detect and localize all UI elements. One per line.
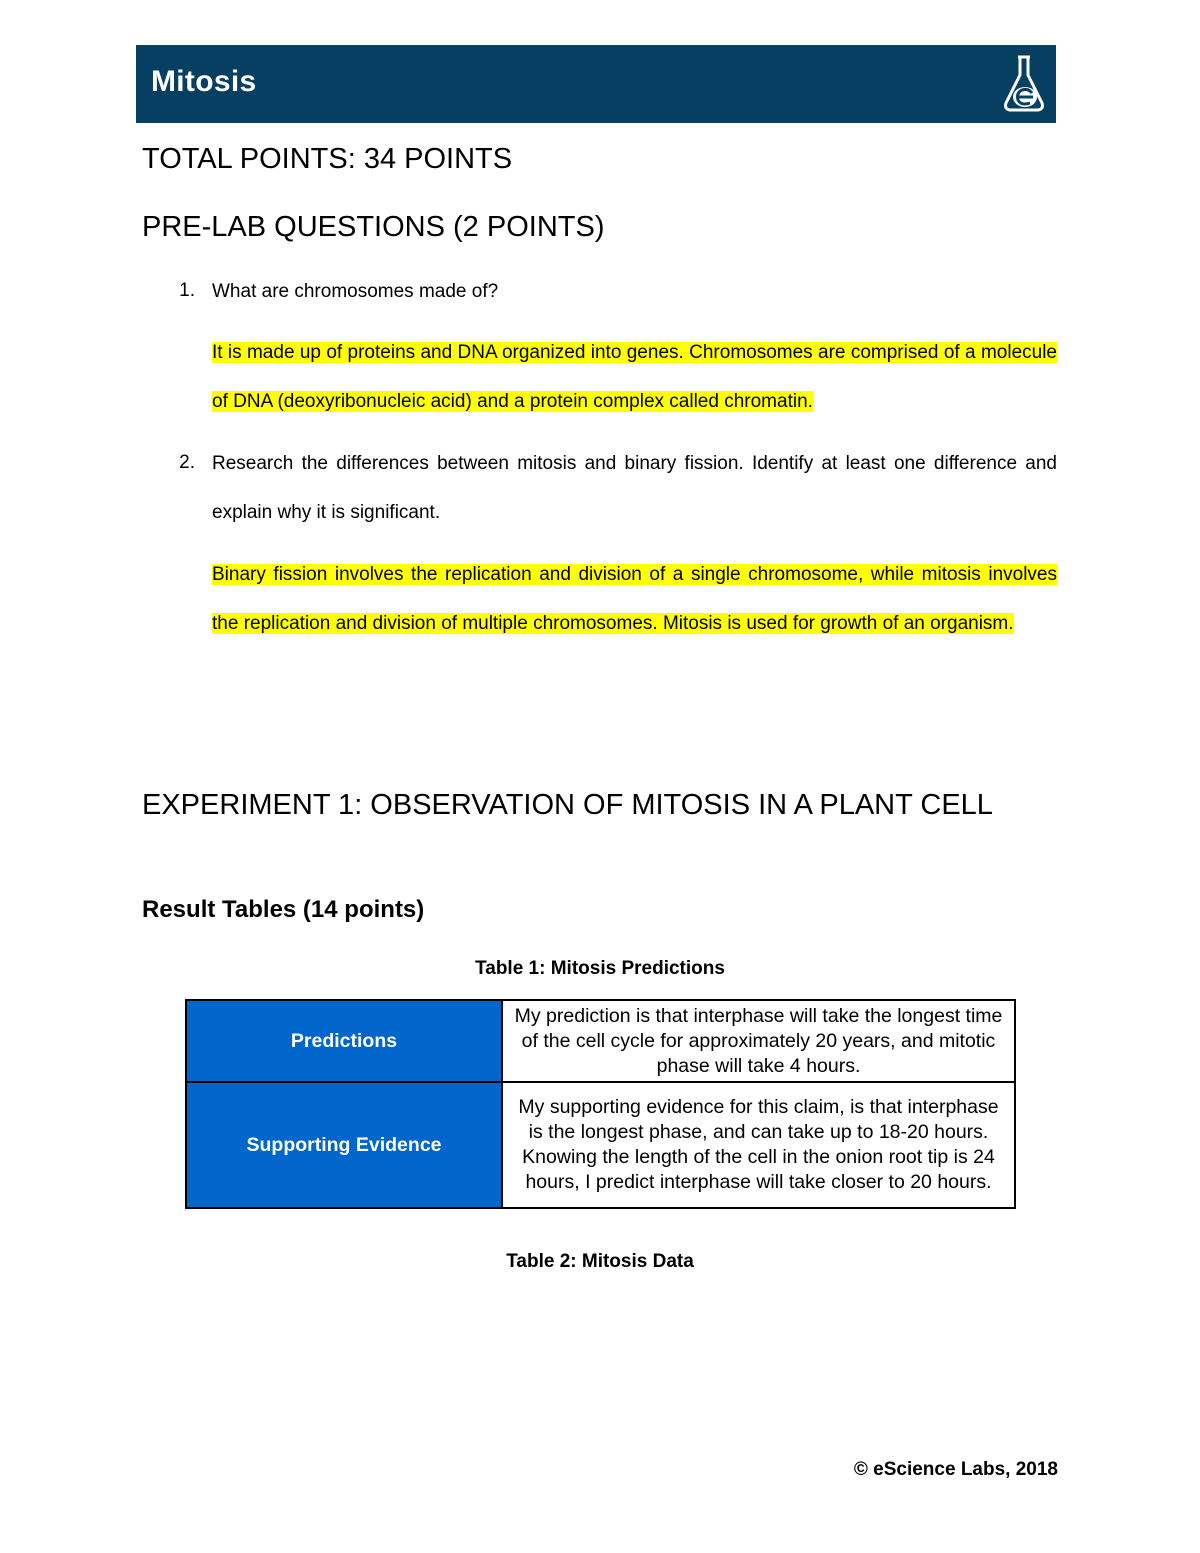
table-row-label: Predictions	[186, 1000, 502, 1082]
table-2-caption: Table 2: Mitosis Data	[506, 1251, 694, 1272]
table-row	[186, 1082, 1015, 1208]
table-row-value: My supporting evidence for this claim, is that interphase is the longest phase, and can take up to 18-20 hours. Knowing the length of the cell in the onion root tip is 24 hours, I predict interphase will take closer to 20 hours.	[502, 1082, 1015, 1208]
experiment-heading: EXPERIMENT 1: OBSERVATION OF MITOSIS IN A PLANT CELL	[142, 789, 993, 821]
answer-text	[212, 550, 1057, 648]
answer-highlight: Binary fission involves the replication and division of a single chromosome, while mitosis involves the replication and division of multiple chromosomes. Mitosis is used for growth of an organism.	[212, 564, 1057, 634]
question-number: 1.	[179, 280, 195, 301]
question-text: What are chromosomes made of?	[212, 281, 499, 302]
document-title: Mitosis	[151, 65, 257, 98]
table-row-value: My prediction is that interphase will take the longest time of the cell cycle for approximately 20 years, and mitotic phase will take 4 hours.	[502, 1000, 1015, 1082]
table-1-caption: Table 1: Mitosis Predictions	[475, 958, 725, 979]
answer-text	[212, 328, 1057, 426]
header-bar	[136, 45, 1056, 123]
prelab-heading: PRE-LAB QUESTIONS (2 POINTS)	[142, 211, 605, 243]
result-tables-heading: Result Tables (14 points)	[142, 896, 425, 923]
table-row	[186, 1000, 1015, 1082]
copyright-footer: © eScience Labs, 2018	[853, 1459, 1058, 1480]
answer-highlight: It is made up of proteins and DNA organized into genes. Chromosomes are comprised of a molecule of DNA (deoxyribonucleic acid) and a protein complex called chromatin.	[212, 342, 1057, 412]
total-points-heading: TOTAL POINTS: 34 POINTS	[142, 143, 513, 175]
erlenmeyer-flask-e-logo-icon	[1000, 53, 1048, 115]
question-text: Research the differences between mitosis and binary fission. Identify at least one difference and explain why it is significant.	[212, 453, 1057, 523]
question-number: 2.	[179, 452, 195, 473]
predictions-table	[185, 999, 1016, 1209]
table-row-label: Supporting Evidence	[186, 1082, 502, 1208]
